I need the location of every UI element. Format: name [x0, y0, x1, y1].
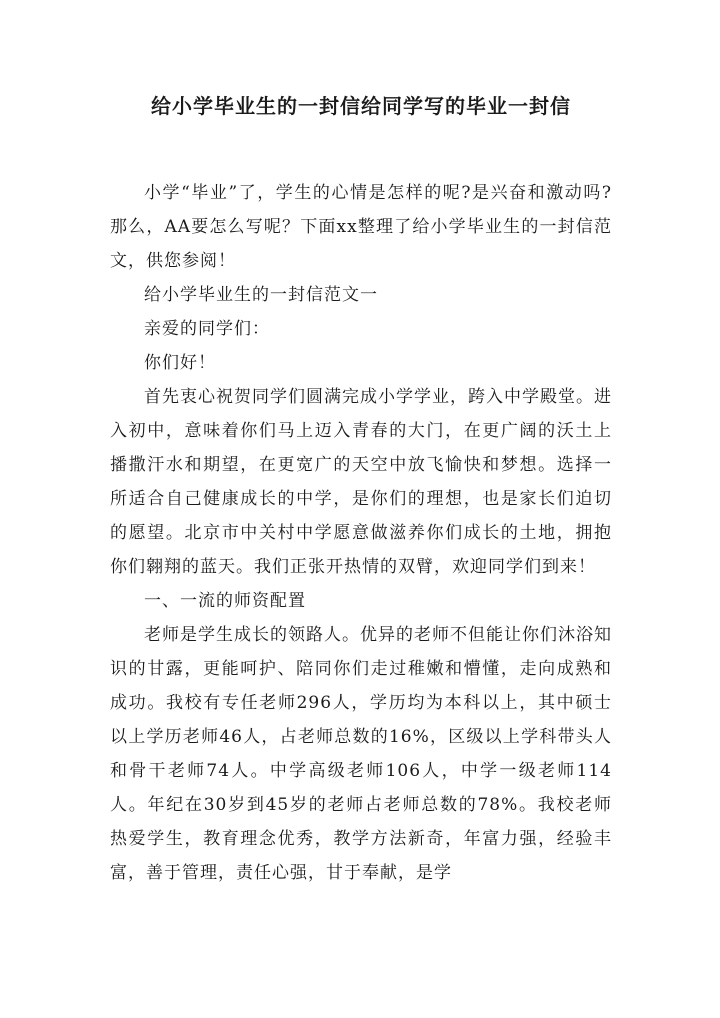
salutation: 亲爱的同学们：: [144, 319, 270, 339]
document-body: [110, 176, 612, 890]
greeting: 你们好！: [144, 353, 216, 373]
body-paragraph: 首先衷心祝贺同学们圆满完成小学学业，跨入中学殿堂。进入初中，意味着你们马上迈入青春的大门，在更广阔的沃土上播撒汗水和期望，在更宽广的天空中放飞愉快和梦想。选择一所适合自己健康成长的中学，是你们的理想，也是家长们迫切的愿望。北京市中关村中学愿意做滋养你们成长的土地，拥抱你们翱翔的蓝天。我们正张开热情的双臂，欢迎同学们到来！: [110, 387, 612, 577]
intro-paragraph: 小学“毕业”了，学生的心情是怎样的呢?是兴奋和激动吗?那么，AA要怎么写呢？下面xx整理了给小学毕业生的一封信范文，供您参阅！: [110, 183, 612, 271]
body-paragraph: 老师是学生成长的领路人。优异的老师不但能让你们沐浴知识的甘露，更能呵护、陪同你们走过稚嫩和懵懂，走向成熟和成功。我校有专任老师296人，学历均为本科以上，其中硕士以上学历老师46人，占老师总数的16%，区级以上学科带头人和骨干老师74人。中学高级老师106人，中学一级老师114人。年纪在30岁到45岁的老师占老师总数的78%。我校老师热爱学生，教育理念优秀，教学方法新奇，年富力强，经验丰富，善于管理，责任心强，甘于奉献，是学: [110, 625, 612, 883]
section-heading-faculty: 一、一流的师资配置: [144, 591, 306, 611]
document-title: 给小学毕业生的一封信给同学写的毕业一封信: [151, 94, 571, 118]
section-heading-sample-one: 给小学毕业生的一封信范文一: [144, 285, 378, 305]
